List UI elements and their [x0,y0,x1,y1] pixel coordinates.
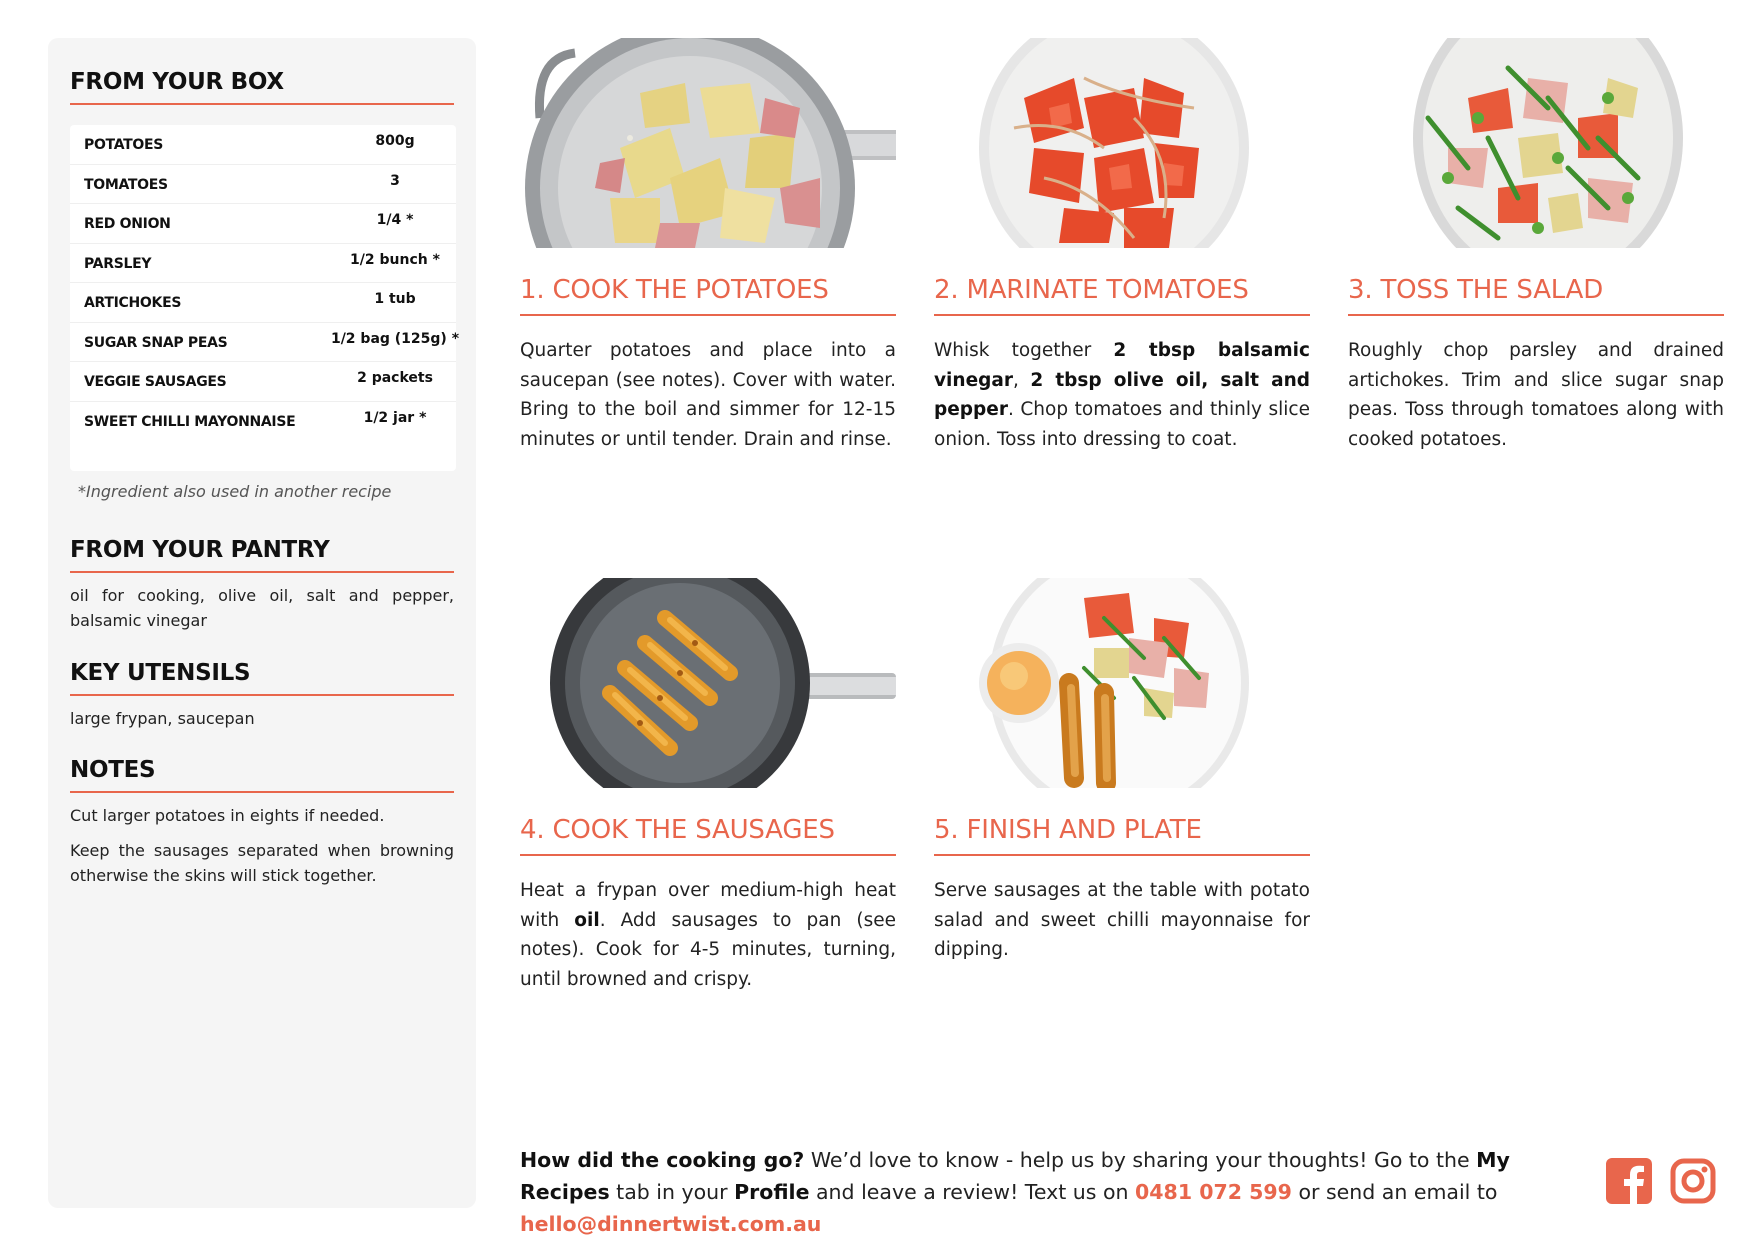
facebook-icon[interactable] [1606,1158,1652,1204]
ingredient-name: TOMATOES [84,176,168,193]
ingredient-row [70,283,456,323]
ingredient-qty: 3 [390,172,400,189]
note-item: Cut larger potatoes in eights if needed. [70,806,385,825]
step-2-photo [934,38,1310,248]
pantry-text: oil for cooking, olive oil, salt and pepper, balsamic vinegar [70,586,454,630]
ingredient-name: VEGGIE SAUSAGES [84,374,227,390]
ingredient-name: RED ONION [84,216,171,232]
ingredient-qty: 1 tub [374,291,416,307]
phone-number-link[interactable]: 0481 072 599 [1135,1180,1292,1204]
ingredient-row [70,165,456,205]
ingredient-row [70,362,456,402]
ingredient-name: SUGAR SNAP PEAS [84,334,228,351]
step-3-text: Roughly chop parsley and drained artichokes. Trim and slice sugar snap peas. Toss through tomatoes along with cooked potatoes. [1348,340,1724,450]
step-3-photo [1348,38,1724,248]
ingredient-row [70,125,456,165]
notes-heading: NOTES [70,758,454,793]
step-1-title: 1. COOK THE POTATOES [520,276,896,316]
step-4-photo [520,578,896,788]
ingredients-table [70,125,460,471]
step-3-title: 3. TOSS THE SALAD [1348,276,1724,316]
step-5-text: Serve sausages at the table with potato salad and sweet chilli mayonnaise for dipping. [934,880,1310,960]
ingredient-row [70,323,460,363]
step-4-title: 4. COOK THE SAUSAGES [520,816,896,856]
from-your-box-heading: FROM YOUR BOX [70,70,454,105]
ingredient-name: POTATOES [84,137,164,153]
step-2-text: Whisk together 2 tbsp balsamic vinegar, 2 tbsp olive oil, salt and pepper. Chop tomatoes and thinly slice onion. Toss into dressing to coat. [934,340,1310,450]
ingredient-name: PARSLEY [84,255,152,272]
ingredient-qty: 800g [375,133,415,149]
instagram-icon[interactable] [1670,1158,1716,1204]
ingredient-row [70,402,456,441]
ingredient-footnote: *Ingredient also used in another recipe [78,482,392,501]
profile-link: Profile [734,1180,810,1204]
ingredient-name: ARTICHOKES [84,295,182,311]
from-your-pantry-heading: FROM YOUR PANTRY [70,538,454,573]
feedback-footer: How did the cooking go? We’d love to know - help us by sharing your thoughts! Go to the My Recipes tab in your Profile and leave a review! Text us on 0481 072 599 or send an email to hello@dinnertwist.com.au [520,1148,1510,1236]
step-1-text: Quarter potatoes and place into a saucepan (see notes). Cover with water. Bring to the boil and simmer for 12-15 minutes or until tender. Drain and rinse. [520,340,896,450]
key-utensils-heading: KEY UTENSILS [70,661,454,696]
utensils-text: large frypan, saucepan [70,709,255,728]
step-2-title: 2. MARINATE TOMATOES [934,276,1310,316]
ingredient-name: SWEET CHILLI MAYONNAISE [84,413,296,430]
ingredient-qty: 2 packets [357,370,433,386]
ingredients-panel [48,38,476,1208]
email-link[interactable]: hello@dinnertwist.com.au [520,1212,822,1236]
ingredient-qty: 1/2 jar * [363,409,427,426]
step-5-photo [934,578,1310,788]
ingredient-row [70,244,456,284]
step-5-title: 5. FINISH AND PLATE [934,816,1310,856]
ingredient-qty: 1/4 * [376,212,414,228]
step-1-photo [520,38,896,248]
note-item: Keep the sausages separated when browning otherwise the skins will stick together. [70,841,454,885]
ingredient-qty: 1/2 bunch * [350,251,440,268]
my-recipes-tab: My Recipes [520,1148,1510,1204]
feedback-question: How did the cooking go? [520,1148,805,1172]
ingredient-row [70,204,456,244]
ingredient-qty: 1/2 bag (125g) * [330,330,460,347]
step-4-text: Heat a frypan over medium-high heat with oil. Add sausages to pan (see notes). Cook for 4-5 minutes, turning, until browned and crispy. [520,880,896,990]
